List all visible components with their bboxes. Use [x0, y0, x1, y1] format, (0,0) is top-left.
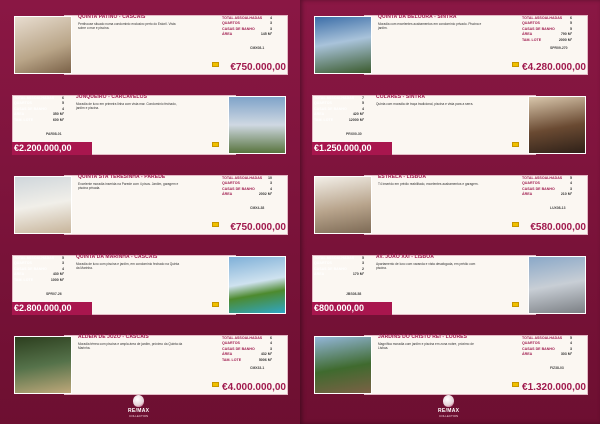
- stat-value: 5: [570, 21, 572, 26]
- property-photo[interactable]: [14, 16, 72, 74]
- reference-code: PRX00-30: [346, 132, 362, 136]
- stat-label: ÁREA: [522, 32, 533, 37]
- listing-stats: [14, 256, 64, 283]
- listing-description: Moradia de luxo em primeira linha com vista mar. Condomínio fechado, jardim e piscina.: [76, 102, 177, 110]
- stat-value: 2000 M²: [558, 37, 572, 42]
- stat-label: ÁREA: [222, 32, 233, 37]
- stat-value: 5: [362, 101, 364, 106]
- reference-code: SPR09-270: [550, 46, 568, 50]
- reference-code: FIZ38-03: [550, 366, 564, 370]
- stat-label: TOTAL ASSOALHADAS: [222, 336, 263, 340]
- listing-card[interactable]: [12, 172, 288, 238]
- energy-badge-icon: [212, 142, 219, 147]
- listing-price: €800.000,00: [314, 303, 365, 313]
- listing-text: [78, 174, 183, 190]
- reference-code: PAR08-01: [46, 132, 62, 136]
- property-photo[interactable]: [314, 16, 372, 74]
- brand-name: RE/MAX: [438, 408, 460, 414]
- energy-badge-icon: [212, 302, 219, 307]
- brand-sub: COLLECTION: [129, 414, 149, 418]
- energy-badge-icon: [512, 142, 519, 147]
- stat-value: 5: [570, 336, 572, 340]
- stat-label: CASAS DE BANHO: [14, 266, 47, 271]
- balloon-icon: [133, 395, 144, 407]
- stat-label: CASAS DE BANHO: [522, 186, 555, 191]
- listing-text: [378, 174, 483, 186]
- stat-value: 4: [570, 341, 572, 346]
- stat-label: ÁREA: [522, 192, 533, 197]
- listing-text: [78, 14, 183, 30]
- listing-card[interactable]: [12, 92, 288, 158]
- reference-code: CMX33-1: [250, 366, 265, 370]
- listing-description: Apartamento de luxo com varanda e vista desafogada, em prédio com piscina.: [376, 262, 476, 270]
- listing-title[interactable]: COLARES - SINTRA: [376, 94, 426, 100]
- listing-stats: [222, 16, 272, 38]
- stat-value: 170 M²: [352, 272, 364, 277]
- listing-price: €750.000,00: [230, 222, 286, 233]
- stat-value: 5: [62, 101, 64, 106]
- listing-title[interactable]: ALDEIA DE JUZO - CASCAIS: [78, 334, 149, 340]
- stat-value: 4: [362, 106, 364, 111]
- reference-code: JBS08-58: [346, 292, 362, 296]
- listing-card[interactable]: [312, 252, 588, 318]
- stat-value: 3: [62, 261, 64, 266]
- stat-row-lot-area: [222, 358, 272, 363]
- listing-text: [378, 14, 483, 30]
- listing-title[interactable]: JUNQUEIRO - CARCAVELOS: [76, 94, 148, 100]
- listing-card[interactable]: [312, 172, 588, 238]
- listing-card[interactable]: [12, 252, 288, 318]
- stat-value: 2002 M²: [258, 192, 272, 197]
- stat-value: 5006 M²: [258, 357, 272, 362]
- stat-label: ÁREA: [14, 112, 25, 117]
- listing-stats: [314, 256, 364, 278]
- stat-value: 350 M²: [52, 112, 64, 117]
- stat-row-lot-area: [314, 118, 364, 123]
- listing-description: Quinta com moradia de traça tradicional, piscina e vista para a serra.: [376, 102, 474, 106]
- stat-label: TOTAL ASSOALHADAS: [522, 336, 563, 340]
- listing-title[interactable]: QUINTA PATINO - CASCAIS: [78, 14, 146, 20]
- stat-value: 10: [268, 176, 272, 180]
- listing-description: Excelente moradia inserida na Parede com 4 pisos. Jardim, garagem e piscina privada.: [78, 182, 179, 190]
- listing-stats: [222, 176, 272, 198]
- property-photo[interactable]: [314, 176, 372, 234]
- listing-description: T4 inserido em prédio reabilitado, excelentes acabamentos e garagem.: [378, 182, 479, 186]
- stat-value: 12000 M²: [348, 117, 364, 122]
- stat-row-lot-area: [14, 278, 64, 283]
- price-bar: [12, 302, 92, 315]
- listing-price: €4.280.000,00: [522, 62, 586, 73]
- listing-text: [376, 94, 481, 106]
- listing-stats: [522, 336, 572, 358]
- stat-row-area: [222, 32, 272, 37]
- stat-label: QUARTOS: [222, 341, 240, 346]
- stat-label: TAM. LOTE: [222, 357, 242, 362]
- stat-value: 6: [270, 336, 272, 340]
- listing-stats: [314, 96, 364, 123]
- stat-label: QUARTOS: [314, 261, 332, 266]
- listing-description: Penthouse situado numa condominio exclusivo perto do Estoril. Vista sobre o mar e piscina.: [78, 22, 176, 30]
- stat-label: CASAS DE BANHO: [314, 266, 347, 271]
- stat-value: 3: [570, 346, 572, 351]
- listing-description: Magnífica moradia com jardim e piscina em zona nobre, próximo de Lisboa.: [378, 342, 474, 350]
- listing-card[interactable]: [12, 12, 288, 78]
- listing-card[interactable]: [312, 92, 588, 158]
- stat-value: 4: [270, 186, 272, 191]
- stat-value: 5: [62, 256, 64, 260]
- listing-stats: [522, 176, 572, 198]
- stat-label: ÁREA: [222, 352, 233, 357]
- price-bar: [12, 142, 92, 155]
- stat-value: 4: [62, 266, 64, 271]
- stat-label: QUARTOS: [314, 101, 332, 106]
- stat-label: TOTAL ASSOALHADAS: [522, 176, 563, 180]
- stat-value: 210 M²: [560, 192, 572, 197]
- listing-price: €1.250.000,00: [314, 143, 372, 153]
- stat-label: TOTAL ASSOALHADAS: [14, 256, 55, 260]
- listing-price: €750.000,00: [230, 62, 286, 73]
- listing-description: Moradia com excelentes acabamentos em condomínio privado. Piscina e jardim.: [378, 22, 482, 30]
- property-photo[interactable]: [528, 96, 586, 154]
- brand-sub: COLLECTION: [439, 414, 459, 418]
- stat-label: TAM. LOTE: [314, 117, 334, 122]
- listing-stats: [522, 16, 572, 43]
- stat-value: 6: [570, 16, 572, 20]
- listing-text: [76, 94, 181, 110]
- stat-value: 420 M²: [352, 112, 364, 117]
- stat-row-area: [222, 192, 272, 197]
- reference-code: LUX08-13: [550, 206, 566, 210]
- stat-label: QUARTOS: [522, 341, 540, 346]
- price-bar: [312, 142, 392, 155]
- stat-label: TOTAL ASSOALHADAS: [222, 176, 263, 180]
- stat-value: 3: [270, 21, 272, 26]
- stat-value: 6: [62, 96, 64, 100]
- stat-label: ÁREA: [14, 272, 25, 277]
- stat-row-area: [522, 352, 572, 357]
- listing-price: €1.320.000,00: [522, 382, 586, 393]
- stat-label: TOTAL ASSOALHADAS: [314, 256, 355, 260]
- stat-label: QUARTOS: [14, 261, 32, 266]
- stat-value: 4: [270, 341, 272, 346]
- stat-label: QUARTOS: [222, 21, 240, 26]
- stat-value: 5: [570, 176, 572, 180]
- stat-value: 600 M²: [52, 117, 64, 122]
- stat-row-area: [522, 192, 572, 197]
- stat-row-lot-area: [14, 118, 64, 123]
- stat-label: CASAS DE BANHO: [222, 26, 255, 31]
- energy-badge-icon: [512, 302, 519, 307]
- listing-title[interactable]: QUINTA STA TERESINHA - PAREDE: [78, 174, 166, 180]
- listing-description: Moradia térrea com piscina e ampla área de jardim, próximo da Quinta da Marinha.: [78, 342, 183, 350]
- listing-stats: [14, 96, 64, 123]
- listing-text: [376, 254, 481, 270]
- stat-value: 3: [362, 261, 364, 266]
- listing-title[interactable]: JARDINS DO CRISTO REI - LOURES: [378, 334, 468, 340]
- stat-value: 145 M²: [260, 32, 272, 37]
- stat-value: 1000 M²: [50, 277, 64, 282]
- stat-value: 5: [362, 256, 364, 260]
- listing-card[interactable]: [312, 332, 588, 398]
- price-bar: [312, 302, 392, 315]
- stat-value: 4: [62, 106, 64, 111]
- listing-text: [378, 334, 483, 350]
- stat-label: CASAS DE BANHO: [314, 106, 347, 111]
- stat-label: TOTAL ASSOALHADAS: [222, 16, 263, 20]
- listing-price: €580.000,00: [530, 222, 586, 233]
- stat-row-lot-area: [522, 38, 572, 43]
- remax-logo: [128, 395, 149, 418]
- stat-value: 7: [362, 96, 364, 100]
- listing-price: €2.200.000,00: [14, 143, 72, 153]
- stat-label: CASAS DE BANHO: [222, 346, 255, 351]
- reference-code: CMX4-38: [250, 206, 265, 210]
- stat-label: CASAS DE BANHO: [14, 106, 47, 111]
- reference-code: SPR07-26: [46, 292, 62, 296]
- listing-stats: [222, 336, 272, 363]
- remax-logo: [438, 395, 459, 418]
- stat-label: TAM. LOTE: [14, 277, 34, 282]
- stat-label: TOTAL ASSOALHADAS: [14, 96, 55, 100]
- brand-name: RE/MAX: [128, 408, 150, 414]
- stat-value: 5: [570, 26, 572, 31]
- stat-value: 4: [270, 16, 272, 20]
- listing-description: Moradia de luxo com piscina e jardim, em condomínio fechado na Quinta da Marinha.: [76, 262, 180, 270]
- stat-label: TOTAL ASSOALHADAS: [314, 96, 355, 100]
- stat-label: ÁREA: [222, 192, 233, 197]
- listing-card[interactable]: [312, 12, 588, 78]
- stat-label: CASAS DE BANHO: [522, 26, 555, 31]
- listing-price: €2.800.000,00: [14, 303, 72, 313]
- reference-code: CMX08-1: [250, 46, 265, 50]
- listing-card[interactable]: [12, 332, 288, 398]
- stat-label: QUARTOS: [522, 21, 540, 26]
- stat-row-area: [314, 272, 364, 277]
- property-photo[interactable]: [314, 336, 372, 394]
- stat-value: 430 M²: [52, 272, 64, 277]
- stat-value: 3: [270, 26, 272, 31]
- right-page: [300, 0, 600, 424]
- listing-price: €4.000.000,00: [222, 382, 286, 393]
- stat-label: TOTAL ASSOALHADAS: [522, 16, 563, 20]
- stat-value: 3: [570, 186, 572, 191]
- stat-label: ÁREA: [522, 352, 533, 357]
- stat-label: CASAS DE BANHO: [222, 186, 255, 191]
- listing-title[interactable]: QUINTA DA MARINHA - CASCAIS: [76, 254, 158, 260]
- stat-value: 3: [270, 181, 272, 186]
- stat-value: 2: [362, 266, 364, 271]
- stat-value: 303 M²: [560, 352, 572, 357]
- property-photo[interactable]: [528, 256, 586, 314]
- stat-value: 3: [270, 346, 272, 351]
- stat-label: ÁREA: [314, 272, 325, 277]
- listing-text: [78, 334, 183, 350]
- listing-text: [76, 254, 181, 270]
- property-photo[interactable]: [14, 336, 72, 394]
- balloon-icon: [443, 395, 454, 407]
- stat-label: QUARTOS: [522, 181, 540, 186]
- listing-title[interactable]: QUINTA DA BELOURA - SINTRA: [378, 14, 457, 20]
- stat-value: 4: [570, 181, 572, 186]
- stat-label: TAM. LOTE: [14, 117, 34, 122]
- stat-label: ÁREA: [314, 112, 325, 117]
- stat-value: 790 M²: [560, 32, 572, 37]
- stat-value: 432 M²: [260, 352, 272, 357]
- stat-label: QUARTOS: [222, 181, 240, 186]
- stat-label: CASAS DE BANHO: [522, 346, 555, 351]
- stat-label: TAM. LOTE: [522, 37, 542, 42]
- listing-title[interactable]: AV. JOÃO XXI - LISBOA: [376, 254, 434, 260]
- property-photo[interactable]: [228, 96, 286, 154]
- property-photo[interactable]: [228, 256, 286, 314]
- property-photo[interactable]: [14, 176, 72, 234]
- stat-label: QUARTOS: [14, 101, 32, 106]
- listing-title[interactable]: ESTRELA - LISBOA: [378, 174, 427, 180]
